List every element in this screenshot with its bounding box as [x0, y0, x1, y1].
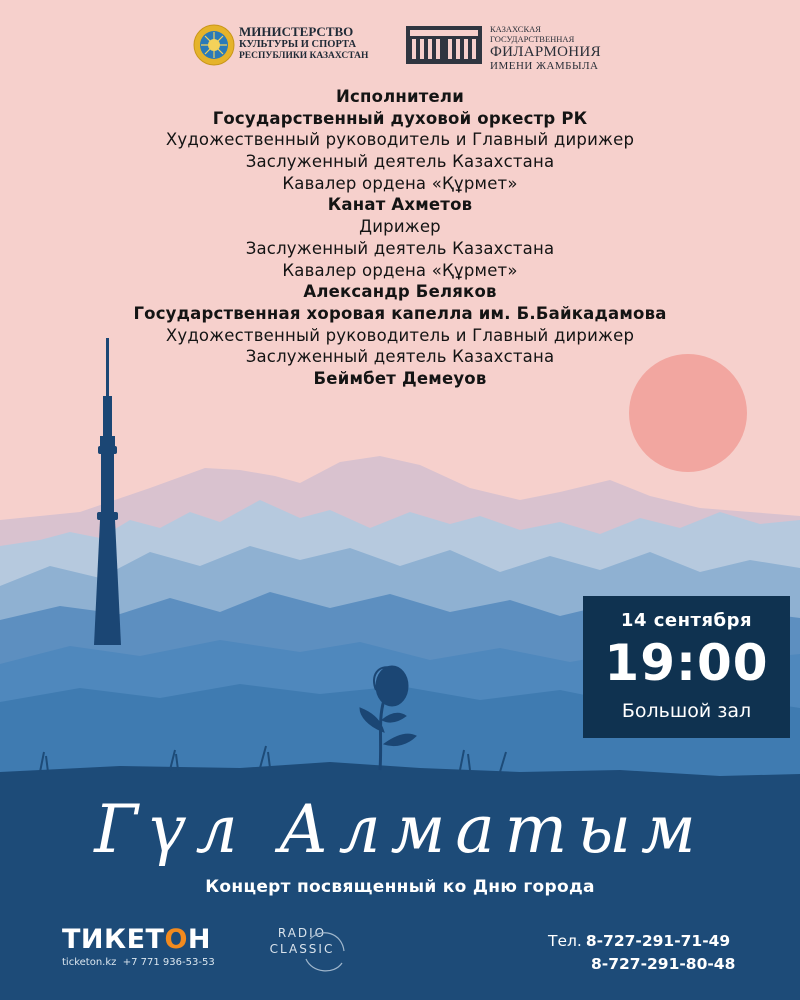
radio-line-1: RADIO	[277, 926, 327, 940]
performer-detail: Дирижер	[359, 217, 441, 237]
kazakhstan-emblem-icon	[193, 24, 235, 66]
performer-heading: Государственная хоровая капелла им. Б.Байкадамова	[133, 303, 667, 323]
phone-row-1	[548, 930, 788, 953]
concert-title: Гүл Алматым	[94, 791, 706, 868]
ministry-line-2: КУЛЬТУРЫ И СПОРТА	[239, 39, 357, 50]
performer-detail: Художественный руководитель и Главный дирижер	[165, 130, 635, 150]
philharmonic-line-1: КАЗАХСКАЯ ГОСУДАРСТВЕННАЯ	[490, 24, 575, 44]
event-datetime-box	[583, 596, 790, 738]
ministry-line-1: МИНИСТЕРСТВО	[239, 24, 354, 39]
ticketon-brand	[62, 924, 222, 956]
philharmonic-line-2: ФИЛАРМОНИЯ	[490, 44, 601, 60]
concert-subtitle: Концерт посвященный ко Дню города	[205, 877, 595, 897]
ticketon-brand-part-1: ТИКЕТ	[62, 924, 165, 955]
contact-phones	[548, 930, 788, 976]
philharmonic-line-3: ИМЕНИ ЖАМБЫЛА	[490, 60, 599, 72]
performers-list	[0, 86, 800, 390]
performer-detail: Заслуженный деятель Казахстана	[245, 152, 555, 172]
performer-detail: Заслуженный деятель Казахстана	[245, 238, 555, 258]
radio-ring-icon	[302, 929, 348, 975]
philharmonic-logo	[406, 24, 616, 74]
ministry-logo	[193, 24, 383, 74]
performer-detail: Кавалер ордена «Құрмет»	[282, 260, 518, 280]
performer-detail: Заслуженный деятель Казахстана	[245, 347, 555, 367]
performer-heading: Александр Беляков	[303, 282, 497, 302]
ticketon-brand-part-2: Н	[187, 924, 212, 955]
performer-heading: Государственный духовой оркестр РК	[212, 108, 588, 128]
event-time: 19:00	[604, 634, 769, 692]
header-logos	[0, 22, 800, 82]
ticketon-brand-o: О	[164, 924, 188, 955]
ticketon-phone: +7 771 936-53-53	[122, 957, 215, 968]
performer-heading: Исполнители	[336, 87, 464, 106]
performer-detail: Художественный руководитель и Главный дирижер	[165, 325, 635, 345]
philharmonic-text	[490, 24, 620, 72]
ticketon-site[interactable]: ticketon.kz	[62, 957, 117, 968]
performer-heading: Канат Ахметов	[327, 195, 473, 215]
event-date: 14 сентября	[620, 610, 753, 631]
ticketon-logo[interactable]	[62, 924, 222, 974]
ministry-line-3: РЕСПУБЛИКИ КАЗАХСТАН	[239, 51, 369, 61]
phone-label: Тел.	[548, 932, 582, 950]
ticketon-contacts	[62, 956, 222, 969]
phone-number-1[interactable]: 8-727-291-71-49	[585, 932, 731, 950]
performer-detail: Кавалер ордена «Құрмет»	[282, 173, 518, 193]
phone-row-2	[548, 953, 788, 976]
philharmonic-building-icon	[406, 26, 482, 64]
performer-heading: Беймбет Демеуов	[313, 368, 487, 388]
event-hall: Большой зал	[621, 700, 752, 722]
radio-line-2: CLASSIC	[269, 942, 335, 956]
radio-classic-logo	[252, 925, 352, 975]
phone-number-2[interactable]: 8-727-291-80-48	[591, 955, 736, 973]
ministry-text	[239, 25, 389, 62]
